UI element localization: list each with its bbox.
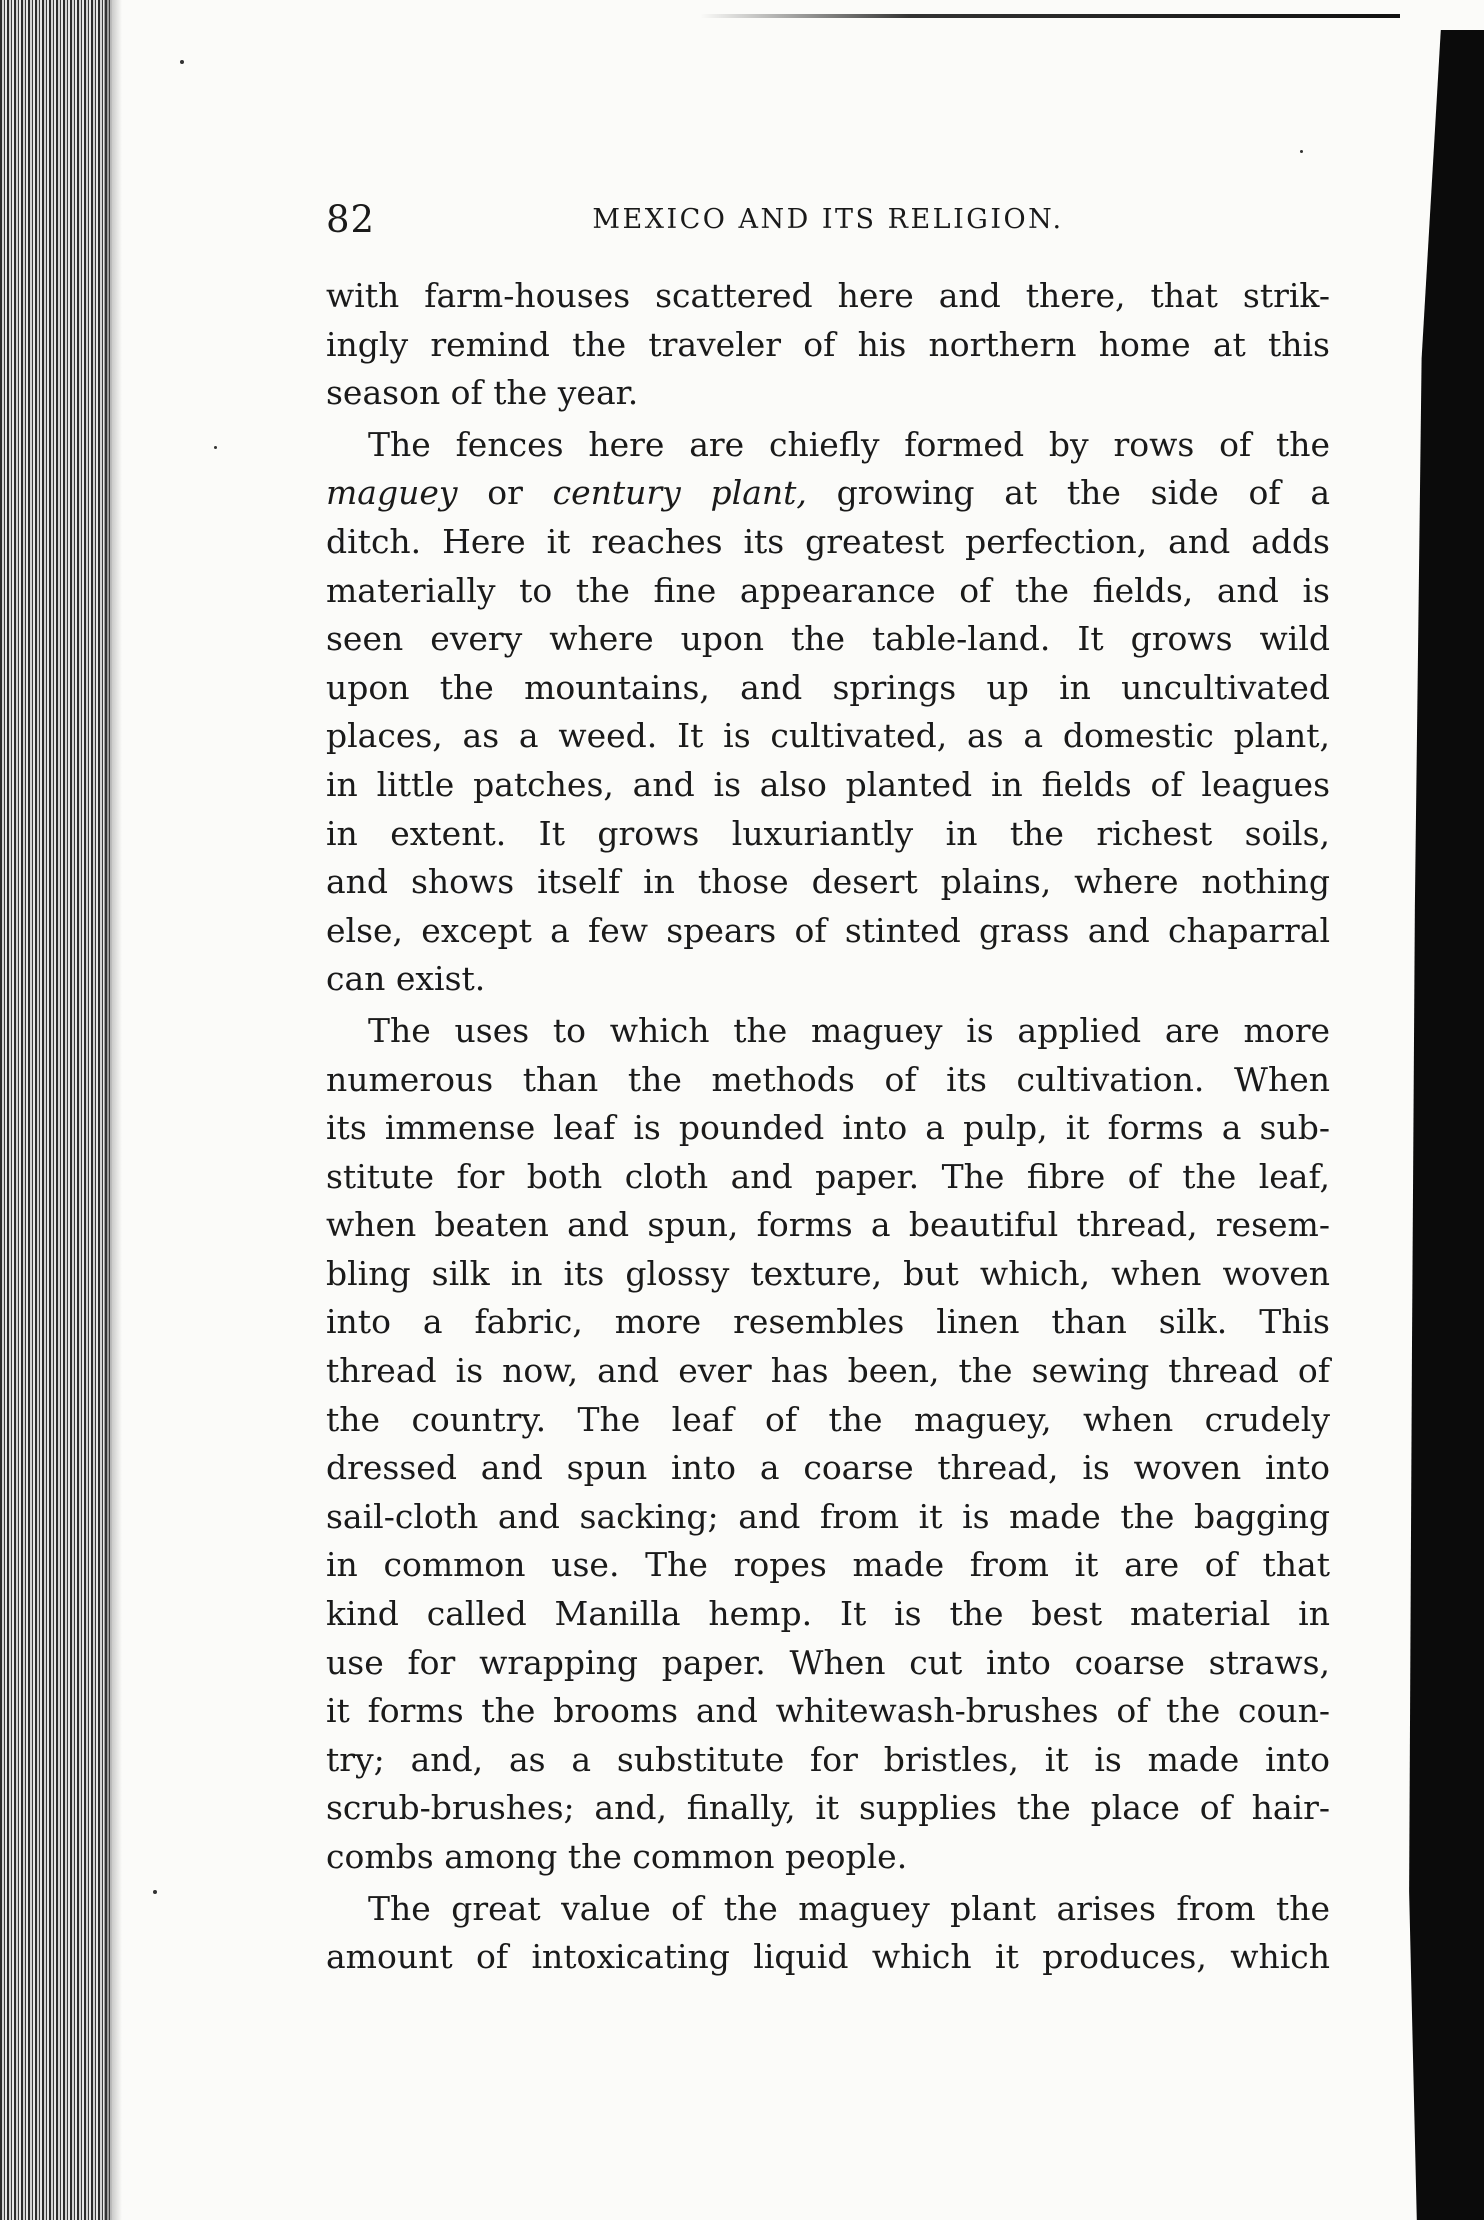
text-line: ditch. Here it reaches its greatest perfection, and adds xyxy=(326,521,1330,561)
text-line: season of the year. xyxy=(326,373,639,413)
text-line: when beaten and spun, forms a beautiful thread, resem- xyxy=(326,1205,1330,1245)
text-line: dressed and spun into a coarse thread, is woven into xyxy=(326,1448,1330,1488)
scan-speck xyxy=(214,446,217,449)
top-edge-rule xyxy=(700,14,1400,18)
text-line: else, except a few spears of stinted grass and chaparral xyxy=(326,910,1330,950)
text-line: in extent. It grows luxuriantly in the richest soils, xyxy=(326,813,1330,853)
text-line: ingly remind the traveler of his northern home at this xyxy=(326,324,1330,364)
page-number: 82 xyxy=(326,198,376,241)
right-page-edge xyxy=(1388,30,1484,2220)
text-line-with-italics: maguey or century plant, growing at the side of a xyxy=(326,473,1331,513)
text-line: stitute for both cloth and paper. The fibre of the leaf, xyxy=(326,1156,1330,1196)
text-line: its immense leaf is pounded into a pulp, it forms a sub- xyxy=(326,1108,1330,1148)
italic-term-century-plant: century plant, xyxy=(552,473,807,513)
paragraph-3 xyxy=(326,1007,1330,1882)
text-line: thread is now, and ever has been, the sewing thread of xyxy=(326,1351,1330,1391)
paragraph-4 xyxy=(326,1885,1330,1982)
italic-term-maguey: maguey xyxy=(326,473,458,513)
text-line: places, as a weed. It is cultivated, as a domestic plant, xyxy=(326,716,1330,756)
text-line: numerous than the methods of its cultivation. When xyxy=(326,1059,1330,1099)
text-line: scrub-brushes; and, finally, it supplies the place of hair- xyxy=(326,1788,1330,1828)
text-line: combs among the common people. xyxy=(326,1837,908,1876)
text-line: into a fabric, more resembles linen than silk. This xyxy=(326,1302,1330,1342)
page-header xyxy=(326,198,1330,248)
text-line: try; and, as a substitute for bristles, it is made into xyxy=(326,1739,1330,1779)
text-line: the country. The leaf of the maguey, when crudely xyxy=(326,1399,1330,1439)
text-line: in little patches, and is also planted in fields of leagues xyxy=(326,764,1330,804)
text-line: materially to the fine appearance of the fields, and is xyxy=(326,570,1330,610)
body-text xyxy=(326,272,1330,1985)
text-line: sail-cloth and sacking; and from it is made the bagging xyxy=(326,1496,1330,1536)
text-line: use for wrapping paper. When cut into coarse straws, xyxy=(326,1642,1330,1682)
running-head: MEXICO AND ITS RELIGION. xyxy=(592,204,1064,235)
scan-speck xyxy=(1300,150,1303,153)
text-line: kind called Manilla hemp. It is the best material in xyxy=(326,1594,1330,1634)
text-line: The uses to which the maguey is applied are more xyxy=(368,1010,1330,1050)
text-line: and shows itself in those desert plains, where nothing xyxy=(326,862,1330,902)
text-line: with farm-houses scattered here and there, that strik- xyxy=(326,276,1330,315)
text-line: in common use. The ropes made from it are of that xyxy=(326,1545,1330,1585)
text-line: upon the mountains, and springs up in uncultivated xyxy=(326,667,1330,707)
text-line: seen every where upon the table-land. It grows wild xyxy=(326,619,1330,659)
text-line: The great value of the maguey plant arises from the xyxy=(368,1888,1330,1928)
text-line: The fences here are chiefly formed by rows of the xyxy=(368,424,1330,464)
paragraph-1 xyxy=(326,272,1330,418)
text-line: amount of intoxicating liquid which it produces, which xyxy=(326,1937,1330,1977)
binding-gutter xyxy=(0,0,112,2220)
scan-speck xyxy=(180,60,184,64)
text-line: can exist. xyxy=(326,959,486,999)
text-line: bling silk in its glossy texture, but which, when woven xyxy=(326,1253,1330,1293)
paragraph-2 xyxy=(326,421,1330,1004)
gutter-shadow xyxy=(104,0,122,2220)
scan-speck xyxy=(153,1890,157,1894)
text-line: it forms the brooms and whitewash-brushes of the coun- xyxy=(326,1691,1330,1731)
